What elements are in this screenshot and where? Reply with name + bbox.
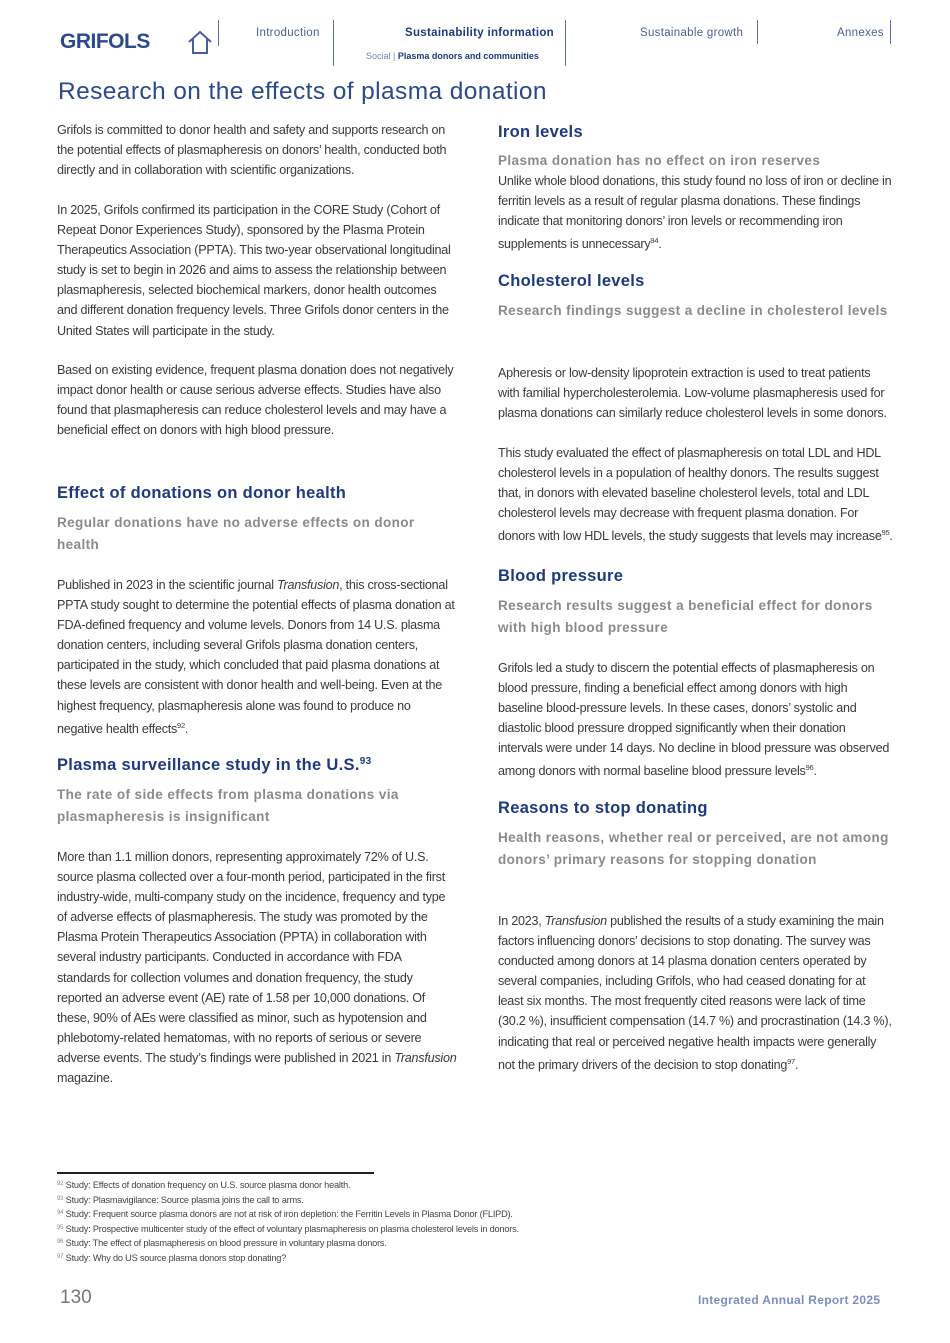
footnote-ref[interactable]: 93 (359, 756, 372, 767)
section-subheading: Regular donations have no adverse effects on donor health (57, 515, 415, 552)
report-title: Integrated Annual Report 2025 (698, 1293, 881, 1307)
breadcrumb-current: Plasma donors and communities (397, 51, 539, 61)
section-body: More than 1.1 million donors, representing approximately 72% of U.S. source plasma collected over a four-month period, participated in the first industry-wide, multi-company study on the incidence, frequency and type of adverse effects of plasmapheresis. The study was promoted by the Plasma Protein Therapeutics Association (PPTA) in collaboration with several industry participants. Conducted in accordance with FDA standards for collection volumes and donation frequency, the study reported an adverse event (AE) rate of 1.58 per 10,000 donations. Of these, 90% of AEs were classified as minor, such as hypotension and phlebotomy-related hematomas, with no reports of serious or severe adverse events. The study’s findings were published in 2021 in Transfusion magazine. (57, 850, 457, 1086)
footnote: $^{97}$ Study: Why do US source plasma donors stop donating? (57, 1252, 287, 1263)
section-subheading: Health reasons, whether real or perceived, are not among donors’ primary reasons for stopping donation (498, 830, 889, 867)
breadcrumb-social[interactable]: Social (366, 51, 391, 61)
section-body: Grifols led a study to discern the potential effects of plasmapheresis on blood pressure, finding a beneficial effect among donors with high baseline blood-pressure levels. In these cases, donors’ systolic and diastolic blood pressure dropped significantly when their donation intervals were under 14 days. No decline in blood pressure was observed among donors with normal baseline blood pressure levels$^{96}$. (498, 661, 890, 779)
nav-sustainable-growth[interactable]: Sustainable growth (640, 27, 744, 39)
section-body: Apheresis or low-density lipoprotein extraction is used to treat patients with familial hypercholesterolemia. Low-volume plasmapheresis used for plasma donations can similarly reduce cholesterol levels in some donors. (498, 366, 887, 421)
nav-annexes[interactable]: Annexes (837, 27, 884, 39)
section-heading: Cholesterol levels (498, 272, 645, 290)
footnote-ref[interactable]: 95 (881, 528, 890, 538)
page-number: 130 (60, 1287, 92, 1308)
section-subheading: Research results suggest a beneficial effect for donors with high blood pressure (498, 598, 873, 635)
section-subheading: Plasma donation has no effect on iron reserves (498, 153, 821, 168)
breadcrumb-separator: | (390, 51, 398, 61)
footnote-ref[interactable]: 92 (177, 720, 185, 730)
footnote: $^{96}$ Study: The effect of plasmapheresis on blood pressure in voluntary plasma donors. (57, 1238, 387, 1249)
footnote-ref[interactable]: 97 (787, 1056, 795, 1066)
nav-sustainability-information[interactable]: Sustainability information (405, 27, 555, 39)
section-heading: Iron levels (498, 123, 583, 141)
footnote-ref[interactable]: 96 (805, 763, 814, 773)
section-heading: Blood pressure (498, 567, 624, 585)
footnote-ref[interactable]: 94 (650, 236, 659, 246)
home-icon[interactable] (186, 29, 214, 60)
section-body: Published in 2023 in the scientific journal Transfusion, this cross-sectional PPTA study sought to determine the potential effects of plasma donation at FDA-defined frequency and volume levels. Donors from 14 U.S. plasma donation centers, including several Grifols plasma donation centers, participated in the study, which concluded that paid plasma donations at these levels are consistent with donor health and well-being. Even at the highest frequency, plasmapheresis alone was found to produce no negative health effects$^{92}$. (57, 578, 455, 736)
footnote-divider (57, 1172, 374, 1174)
nav-introduction[interactable]: Introduction (256, 27, 320, 39)
section-subheading: Research findings suggest a decline in cholesterol levels (498, 303, 888, 318)
section-body: Unlike whole blood donations, this study found no loss of iron or decline in ferritin levels as a result of regular plasma donations. These findings indicate that monitoring donors’ iron levels or recommending iron supplements is unnecessary$^{94}$. (498, 174, 892, 252)
footnote: $^{94}$ Study: Frequent source plasma donors are not at risk of iron depletion: the Ferritin Levels in Plasma Donor (FLIPD). (57, 1209, 513, 1220)
breadcrumb (366, 51, 539, 61)
grifols-logo[interactable]: GRIFOLS (60, 30, 150, 53)
footnote: $^{92}$ Study: Effects of donation frequency on U.S. source plasma donor health. (57, 1180, 351, 1190)
section-body: This study evaluated the effect of plasmapheresis on total LDL and HDL cholesterol levels in a population of healthy donors. The results suggest that, in donors with elevated baseline cholesterol levels, total and LDL cholesterol levels may decrease with frequent plasma donation. For donors with low HDL levels, the study suggests that levels may increase$^{95}$. (498, 446, 893, 544)
intro-paragraph: Grifols is committed to donor health and safety and supports research on the potential effects of plasmapheresis on donors’ health, conducted both directly and in collaboration with scientific organizations. (57, 123, 447, 178)
section-subheading: The rate of side effects from plasma donations via plasmapheresis is insignificant (57, 787, 399, 824)
footnote: $^{93}$ Study: Plasmavigilance: Source plasma joins the call to arms. (57, 1194, 304, 1205)
intro-paragraph: Based on existing evidence, frequent plasma donation does not negatively impact donor health or cause serious adverse effects. Studies have also found that plasmapheresis can reduce cholesterol levels and may have a beneficial effect on donors with high blood pressure. (57, 363, 454, 438)
section-body: In 2023, Transfusion published the results of a study examining the main factors influencing donors’ decisions to stop donating. The survey was conducted among donors at 14 plasma donation centers operated by several companies, including Grifols, who had ceased donating for at least six months. The most frequently cited reasons were lack of time (30.2 %), insufficient compensation (14.7 %) and procrastination (14.3 %), indicating that real or perceived negative health impacts were generally not the primary drivers of the decision to stop donating$^{97}$. (498, 914, 892, 1072)
footnotes (57, 1178, 519, 1266)
intro-paragraph: In 2025, Grifols confirmed its participation in the CORE Study (Cohort of Repeat Donor Experiences Study), sponsored by the Plasma Protein Therapeutics Association (PPTA). This two-year observational longitudinal study is set to begin in 2026 and aims to assess the relationship between plasmapheresis, selected biochemical markers, donor health outcomes and different donation frequency levels. Three Grifols donor centers in the United States will participate in the study. (57, 203, 451, 338)
section-heading: Reasons to stop donating (498, 799, 708, 817)
section-heading: Effect of donations on donor health (57, 484, 347, 502)
footnote: $^{95}$ Study: Prospective multicenter study of the effect of voluntary plasmapheresis on plasma cholesterol levels in donors. (57, 1223, 519, 1234)
page-title: Research on the effects of plasma donation (58, 78, 547, 105)
section-heading: Plasma surveillance study in the U.S.$^{93}$ (57, 756, 372, 774)
